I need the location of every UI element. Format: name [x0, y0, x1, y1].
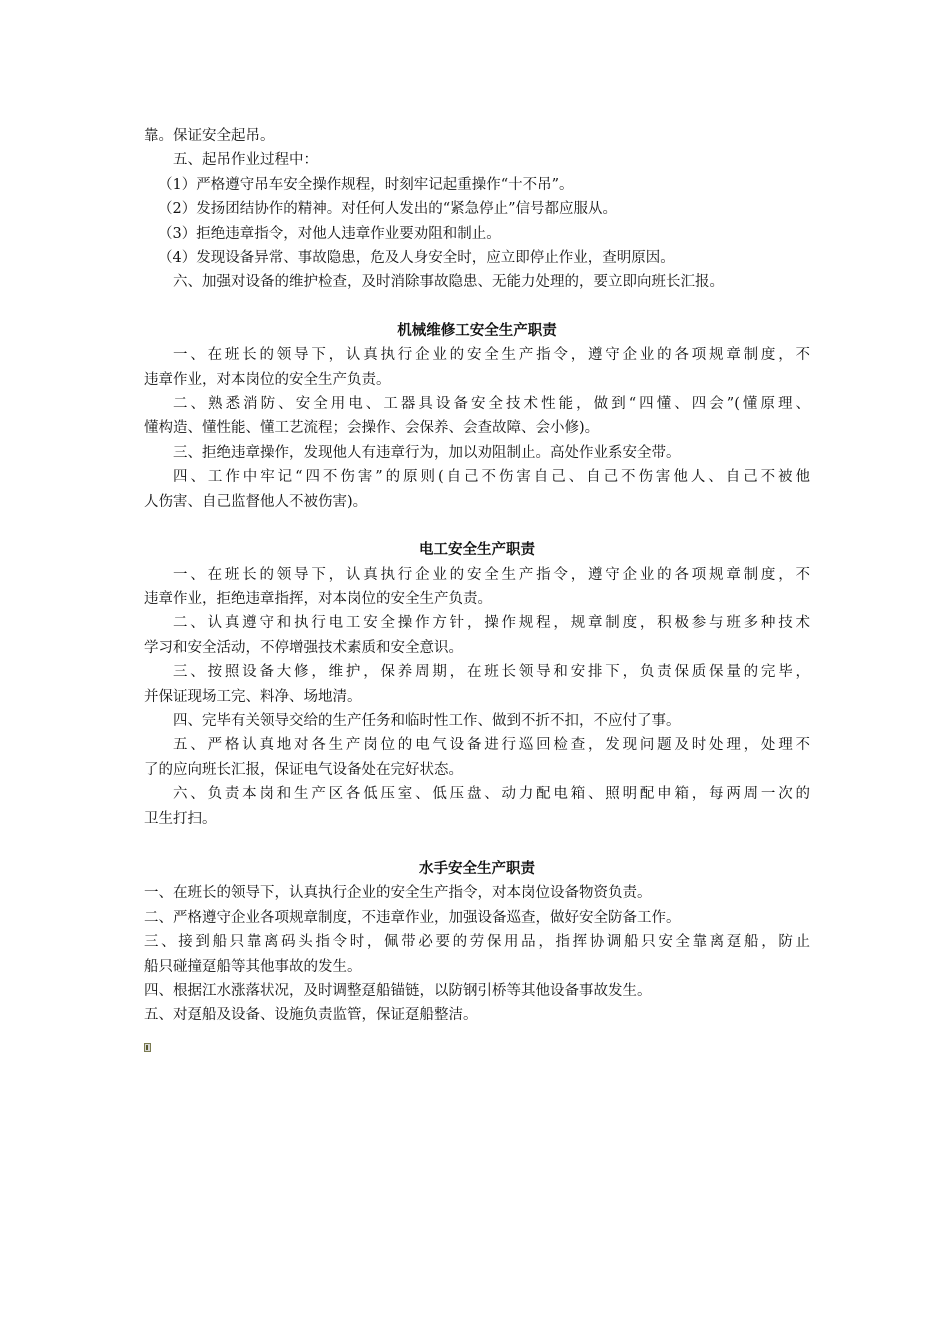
paragraph-line: 一、在班长的领导下，认真执行企业的安全生产指令，遵守企业的各项规章制度，不 [173, 347, 810, 364]
section-title-mechanic: 机械维修工安全生产职责 [397, 322, 557, 339]
paragraph-line: 二、认真遵守和执行电工安全操作方针，操作规程，规章制度，积极参与班多种技术 [173, 615, 810, 632]
paragraph-line: 四、工作中牢记“四不伤害”的原则(自己不伤害自己、自己不伤害他人、自己不被他 [173, 469, 810, 486]
paragraph-line: 学习和安全活动，不停增强技术素质和安全意识。 [144, 639, 463, 656]
paragraph-line: 懂构造、懂性能、懂工艺流程；会操作、会保养、会查故障、会小修)。 [144, 420, 600, 437]
paragraph-line: （3）拒绝违章指令，对他人违章作业要劝阻和制止。 [158, 225, 501, 242]
paragraph-line: 五、起吊作业过程中： [173, 152, 318, 169]
document-body [144, 124, 810, 1028]
section-gap [144, 295, 810, 319]
paragraph-line: 六、加强对设备的维护检查，及时消除事故隐患、无能力处理的，要立即向班长汇报。 [173, 274, 724, 291]
paragraph-line: 二、熟悉消防、安全用电、工器具设备安全技术性能，做到“四懂、四会”(懂原理、 [173, 396, 810, 413]
paragraph-line: 一、在班长的领导下，认真执行企业的安全生产指令，遵守企业的各项规章制度，不 [173, 566, 810, 583]
paragraph-line: 三、拒绝违章操作，发现他人有违章行为，加以劝阻制止。高处作业系安全带。 [173, 444, 681, 461]
paragraph-line: 四、完毕有关领导交给的生产任务和临时性工作、做到不折不扣，不应付了事。 [173, 712, 681, 729]
intro-section [144, 124, 810, 295]
paragraph-line: 卫生打扫。 [144, 810, 217, 827]
paragraph-line: 船只碰撞趸船等其他事故的发生。 [144, 958, 362, 975]
paragraph-line: 一、在班长的领导下，认真执行企业的安全生产指令，对本岗位设备物资负责。 [144, 885, 652, 902]
paragraph-line: 并保证现场工完、料净、场地清。 [144, 688, 362, 705]
paragraph-line: 三、按照设备大修，维护，保养周期，在班长领导和安排下，负责保质保量的完毕， [173, 664, 810, 681]
paragraph-line: 五、对趸船及设备、设施负责监管，保证趸船整洁。 [144, 1007, 478, 1024]
paragraph-line: 三、接到船只靠离码头指令时，佩带必要的劳保用品，指挥协调船只安全靠离趸船，防止 [144, 934, 810, 951]
paragraph-line: （2）发扬团结协作的精神。对任何人发出的“紧急停止”信号都应服从。 [158, 201, 618, 218]
paragraph-line: 了的应向班长汇报，保证电气设备处在完好状态。 [144, 761, 463, 778]
section-gap [144, 514, 810, 538]
mechanic-section [144, 319, 810, 514]
paragraph-line: 靠。保证安全起吊。 [144, 128, 275, 144]
electrician-section [144, 538, 810, 831]
section-title-sailor: 水手安全生产职责 [419, 860, 535, 877]
paragraph-line: 六、负责本岗和生产区各低压室、低压盘、动力配电箱、照明配申箱，每两周一次的 [173, 786, 810, 803]
paragraph-line: 人伤害、自己监督他人不被伤害)。 [144, 493, 368, 510]
section-title-electrician: 电工安全生产职责 [419, 542, 535, 559]
section-gap [144, 831, 810, 857]
paragraph-line: 五、严格认真地对各生产岗位的电气设备进行巡回检查，发现问题及时处理，处理不 [173, 737, 810, 754]
paragraph-line: 二、严格遵守企业各项规章制度，不违章作业，加强设备巡查，做好安全防备工作。 [144, 909, 681, 926]
paragraph-line: 违章作业，对本岗位的安全生产负责。 [144, 371, 391, 388]
paragraph-line: （4）发现设备异常、事故隐患，危及人身安全时，应立即停止作业，查明原因。 [158, 250, 675, 267]
embedded-object-marker [144, 1043, 151, 1052]
paragraph-line: 四、根据江水涨落状况，及时调整趸船锚链，以防钢引桥等其他设备事故发生。 [144, 983, 652, 999]
paragraph-line: 违章作业，拒绝违章指挥，对本岗位的安全生产负责。 [144, 590, 492, 607]
paragraph-line: （1）严格遵守吊车安全操作规程，时刻牢记起重操作“十不吊”。 [158, 176, 574, 193]
sailor-section [144, 857, 810, 1028]
